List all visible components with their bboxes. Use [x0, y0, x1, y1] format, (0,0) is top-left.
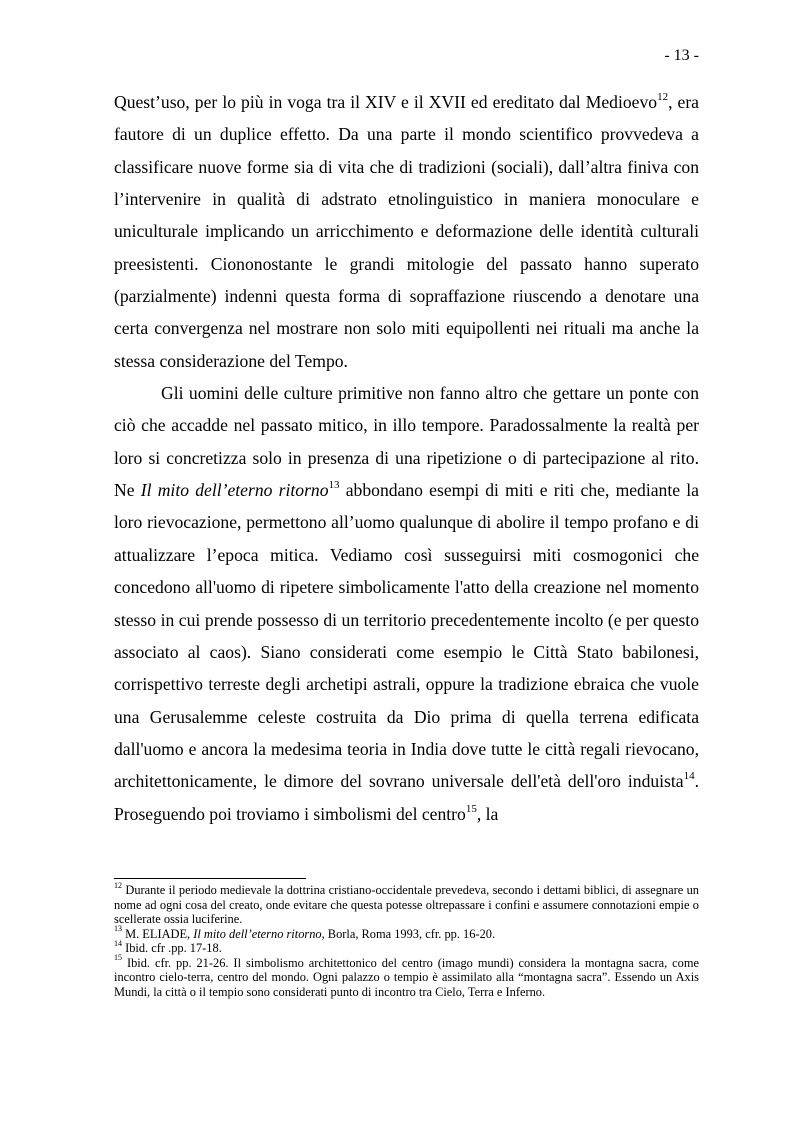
footnote-text: M. ELIADE,	[122, 926, 194, 941]
footnote-number: 15	[114, 953, 122, 963]
footnotes	[114, 880, 699, 999]
footnote-ref-14: 14	[683, 770, 695, 783]
footnote-text: Ibid. cfr .pp. 17-18.	[122, 941, 222, 955]
footnote-15	[114, 953, 699, 1000]
footnote-ref-12: 12	[657, 91, 669, 104]
paragraph-1-text-b: , era fautore di un duplice effetto. Da una parte il mondo scientifico provvedeva a classificare nuove forme sia di vita che di tradizioni (sociali), dall’altra finiva con l’intervenire in qualità di adstrato etnolinguistico in maniera monoculare e uniculturale implicando un arricchimento e deformazione delle identità culturali preesistenti. Ciononostante le grandi mitologie del passato hanno superato (parzialmente) indenni questa forma di sopraffazione riuscendo a denotare una certa convergenza nel mostrare non solo miti equipollenti nei rituali ma anche la stessa considerazione del Tempo.	[114, 92, 699, 371]
page-number: - 13 -	[664, 47, 699, 64]
footnote-number: 12	[114, 880, 122, 890]
paragraph-2-text-a: Gli uomini delle culture primitive non fanno altro che gettare un ponte con ciò che accadde nel passato mitico, in illo tempore. Paradossalmente la realtà per loro si concretizza solo in presenza di una ripetizione o di partecipazione al rito. Ne	[114, 383, 699, 501]
footnote-12	[114, 880, 699, 927]
footnote-separator	[114, 878, 306, 879]
book-title: Il mito dell’eterno ritorno	[140, 480, 329, 501]
paragraph-2-text-d: , la	[476, 803, 499, 824]
footnote-14	[114, 938, 699, 956]
paragraph-1	[114, 86, 699, 377]
footnote-text: Ibid. cfr. pp. 21-26. Il simbolismo architettonico del centro (imago mundi) considera la montagna sacra, come incontro cielo-terra, centro del mondo. Ogni palazzo o tempio è assimilato alla “montagna sacra”. Essendo un Axis Mundi, la città o il tempio sono considerati punto di incontro tra Cielo, Terra e Inferno.	[114, 955, 699, 999]
footnote-ref-15: 15	[465, 802, 477, 815]
footnote-text: Durante il periodo medievale la dottrina cristiano-occidentale prevedeva, secondo i dettami biblici, di assegnare un nome ad ogni cosa del creato, onde evitare che questa potesse oltrepassare i confini e assumere connotazioni empie o scellerate ossia luciferine.	[114, 883, 699, 926]
footnote-text: , Borla, Roma 1993, cfr. pp. 16-20.	[321, 926, 496, 941]
footnote-number: 14	[114, 938, 122, 948]
paragraph-2-text-c: . Proseguendo poi troviamo i simbolismi del centro	[114, 771, 699, 824]
footnote-number: 13	[114, 924, 122, 934]
footnote-book-title: Il mito dell’eterno ritorno	[193, 926, 322, 941]
paragraph-1-text-a: Quest’uso, per lo più in voga tra il XIV e il XVII ed ereditato dal Medioevo	[114, 92, 658, 112]
paragraph-2-text-b: abbondano esempi di miti e riti che, mediante la loro rievocazione, permettono all’uomo qualunque di abolire il tempo profano e di attualizzare l’epoca mitica. Vediamo così susseguirsi miti cosmogonici che concedono all'uomo di ripetere simbolicamente l'atto della creazione nel momento stesso in cui prende possesso di un territorio precedentemente incolto (e per questo associato al caos). Siano considerati come esempio le Città Stato babilonesi, corrispettivo terreste degli archetipi astrali, oppure la tradizione ebraica che vuole una Gerusalemme celeste costruita da Dio prima di quella terrena edificata dall'uomo e ancora la medesima teoria in India dove tutte le città regali rievocano, architettonicamente, le dimore del sovrano universale dell'età dell'oro induista	[114, 480, 699, 792]
paragraph-2	[114, 377, 699, 830]
footnote-13	[114, 924, 699, 942]
main-text	[114, 86, 699, 830]
footnote-ref-13: 13	[328, 479, 340, 492]
